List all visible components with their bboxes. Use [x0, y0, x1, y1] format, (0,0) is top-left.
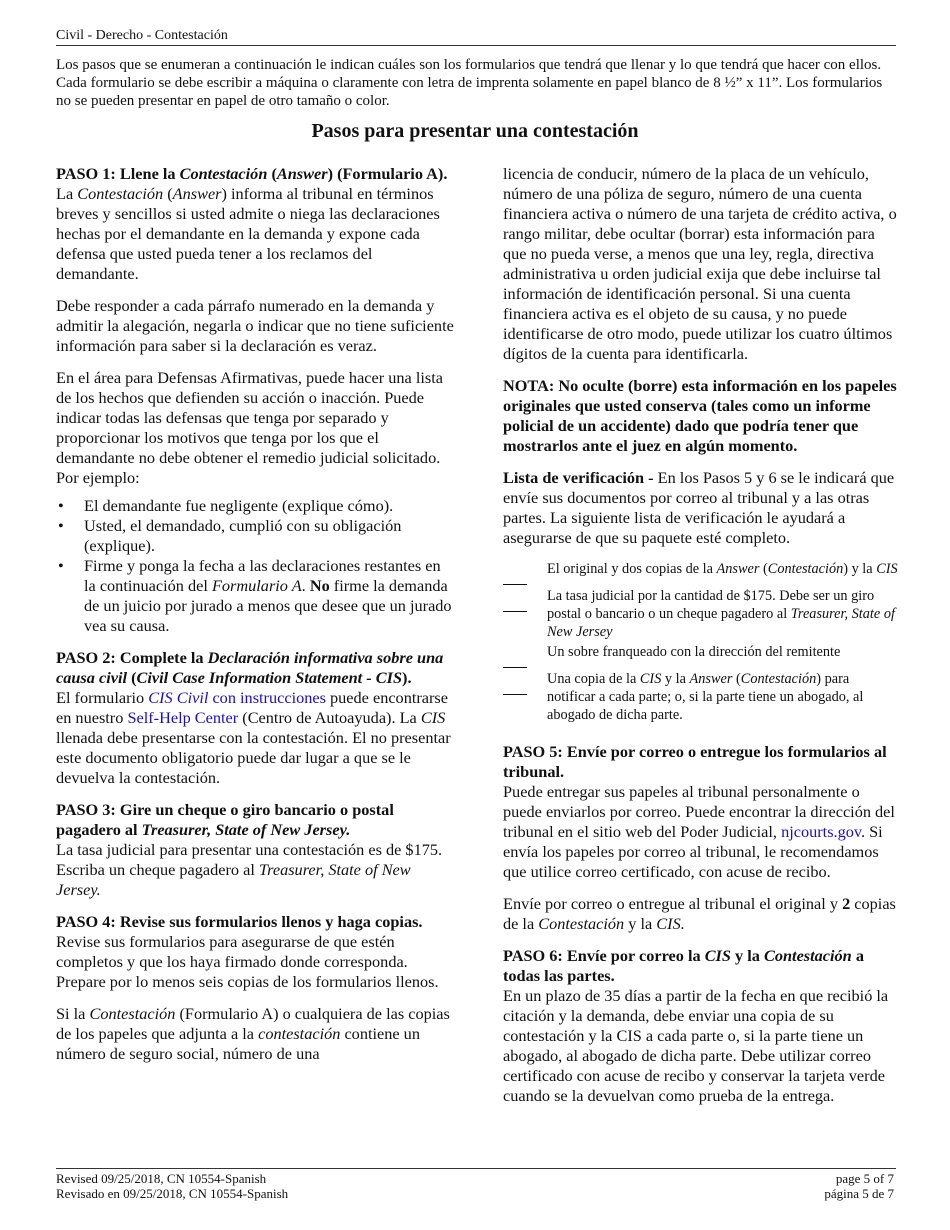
self-help-center-link[interactable]: Self-Help Center	[127, 708, 239, 727]
checkbox-blank[interactable]	[503, 570, 527, 585]
intro-paragraph: Los pasos que se enumeran a continuación le indican cuáles son los formularios que tendrá que llenar y lo que tendrá que hacer con ellos. Cada formulario se debe escribir a máquina o claramente con letra de imprenta solamente en papel blanco de 8 ½” x 11”. Los formularios no se pueden presentar en papel de otro tamaño o color.	[56, 57, 883, 109]
document-title: Pasos para presentar una contestación	[311, 120, 639, 142]
right-column	[503, 164, 899, 1118]
checklist-item: El original y dos copias de la Answer (Contestación) y la CIS	[503, 560, 899, 585]
list-item: • Firme y ponga la fecha a las declaraciones restantes en la continuación del Formulario A. No firme la demanda de un juicio por jurado a menos que desee que un jurado vea su causa.	[58, 556, 452, 635]
step3-heading: PASO 3: Gire un cheque o giro bancario o postal pagadero al Treasurer, State of New Jersey.	[56, 800, 394, 839]
step2-heading: PASO 2: Complete la Declaración informativa sobre una causa civil (Civil Case Information Statement - CIS).	[56, 648, 444, 687]
revised-english: Revised 09/25/2018, CN 10554-Spanish	[56, 1171, 267, 1186]
list-item: • El demandante fue negligente (explique cómo).	[58, 496, 394, 515]
step1-paragraph-2: Debe responder a cada párrafo numerado en la demanda y admitir la alegación, negarla o indicar que no tiene suficiente información para saber si la declaración es veraz.	[56, 296, 454, 355]
checklist-item: Un sobre franqueado con la dirección del remitente	[503, 643, 899, 668]
footer-page-number	[824, 1171, 894, 1201]
step6-paragraph: En un plazo de 35 días a partir de la fecha en que recibió la citación y la demanda, debe enviar una copia de su contestación y la CIS a cada parte o, si la parte tiene un abogado, al abogado de dicha parte. Debe utilizar correo certificado con acuse de recibo y conservar la tarjeta verde cuando se la devuelvan como prueba de la entrega.	[503, 986, 889, 1105]
checklist-item: La tasa judicial por la cantidad de $175. Debe ser un giro postal o bancario o un cheque pagadero al Treasurer, State of New Jersey	[503, 587, 899, 641]
step1-heading: PASO 1: Llene la Contestación (Answer) (Formulario A).	[56, 164, 448, 183]
njcourts-link[interactable]: njcourts.gov	[781, 822, 861, 841]
checklist	[503, 560, 899, 724]
step4-paragraph-2-continued: licencia de conducir, número de la placa de un vehículo, número de una póliza de seguro, número de una cuenta financiera activa o número de una tarjeta de crédito activa, o rango militar, debe ocultar (borrar) esta información para que no pueda verse, a menos que una ley, regla, directiva administrativa u orden judicial exija que debe incluirse tal información de identificación personal. Si una cuenta financiera activa es el objeto de su causa, y no puede identificarse de otro modo, puede utilizar los cuatro últimos dígitos de la cuenta para identificarla.	[503, 164, 897, 363]
footer-rule	[56, 1168, 896, 1169]
defenses-list	[56, 496, 456, 636]
page-header-title: Civil - Derecho - Contestación	[56, 28, 228, 43]
page-number-english: page 5 of 7	[835, 1171, 894, 1186]
step5-paragraph-1: Puede entregar sus papeles al tribunal personalmente o puede enviarlos por correo. Puede encontrar la dirección del tribunal en el sitio web del Poder Judicial, njcourts.gov. Si envía los papeles por correo al tribunal, le recomendamos que utilice correo certificado, con acuse de recibo.	[503, 782, 895, 881]
page-number-spanish: página 5 de 7	[824, 1186, 894, 1201]
step3-paragraph: La tasa judicial para presentar una contestación es de $175. Escriba un cheque pagadero al Treasurer, State of New Jersey.	[56, 840, 443, 899]
checkbox-blank[interactable]	[503, 653, 527, 668]
checklist-item: Una copia de la CIS y la Answer (Contestación) para notificar a cada parte; o, si la parte tiene un abogado, al abogado de dicha parte.	[503, 670, 899, 724]
step5-paragraph-2: Envíe por correo o entregue al tribunal el original y 2 copias de la Contestación y la CIS.	[503, 894, 896, 933]
left-column	[56, 164, 456, 1064]
step6-heading: PASO 6: Envíe por correo la CIS y la Contestación a todas las partes.	[503, 946, 864, 985]
checkbox-blank[interactable]	[503, 597, 527, 612]
step4-paragraph-1: Revise sus formularios para asegurarse de que estén completos y que los haya firmado donde corresponda. Prepare por lo menos seis copias de los formularios llenos.	[56, 932, 439, 991]
checklist-intro: Lista de verificación - En los Pasos 5 y 6 se le indicará que envíe sus documentos por correo al tribunal y a las otras partes. La siguiente lista de verificación le ayudará a asegurarse de que su paquete esté completo.	[503, 468, 895, 547]
nota-paragraph: NOTA: No oculte (borre) esta información en los papeles originales que usted conserva (tales como un informe policial de un accidente) dado que podría tener que mostrarlos ante el juez en algún momento.	[503, 376, 897, 455]
step4-paragraph-2: Si la Contestación (Formulario A) o cualquiera de las copias de los papeles que adjunta a la contestación contiene un número de seguro social, número de una	[56, 1004, 450, 1063]
step2-paragraph: El formulario CIS Civil con instrucciones puede encontrarse en nuestro Self-Help Center (Centro de Autoayuda). La CIS llenada debe presentarse con la contestación. El no presentar este documento obligatorio puede dar lugar a que se le devuelva la contestación.	[56, 688, 451, 787]
cis-civil-link[interactable]: CIS Civil con instrucciones	[148, 688, 326, 707]
list-item: • Usted, el demandado, cumplió con su obligación (explique).	[58, 516, 402, 555]
step5-heading: PASO 5: Envíe por correo o entregue los formularios al tribunal.	[503, 742, 887, 781]
checkbox-blank[interactable]	[503, 680, 527, 695]
revised-spanish: Revisado en 09/25/2018, CN 10554-Spanish	[56, 1186, 289, 1201]
step4-heading: PASO 4: Revise sus formularios llenos y haga copias.	[56, 912, 423, 931]
step1-paragraph-1: La Contestación (Answer) informa al tribunal en términos breves y sencillos si usted admite o niega las declaraciones hechas por el demandante en la demanda y expone cada defensa que usted pueda tener a los reclamos del demandante.	[56, 184, 440, 283]
header-rule	[56, 45, 896, 46]
step1-paragraph-3: En el área para Defensas Afirmativas, puede hacer una lista de los hechos que defienden su acción o inacción. Puede indicar todas las defensas que tenga por separado y proporcionar los motivos que tenga por los que el demandante no debe obtener el remedio judicial solicitado. Por ejemplo:	[56, 368, 443, 487]
footer-revision	[56, 1171, 288, 1201]
